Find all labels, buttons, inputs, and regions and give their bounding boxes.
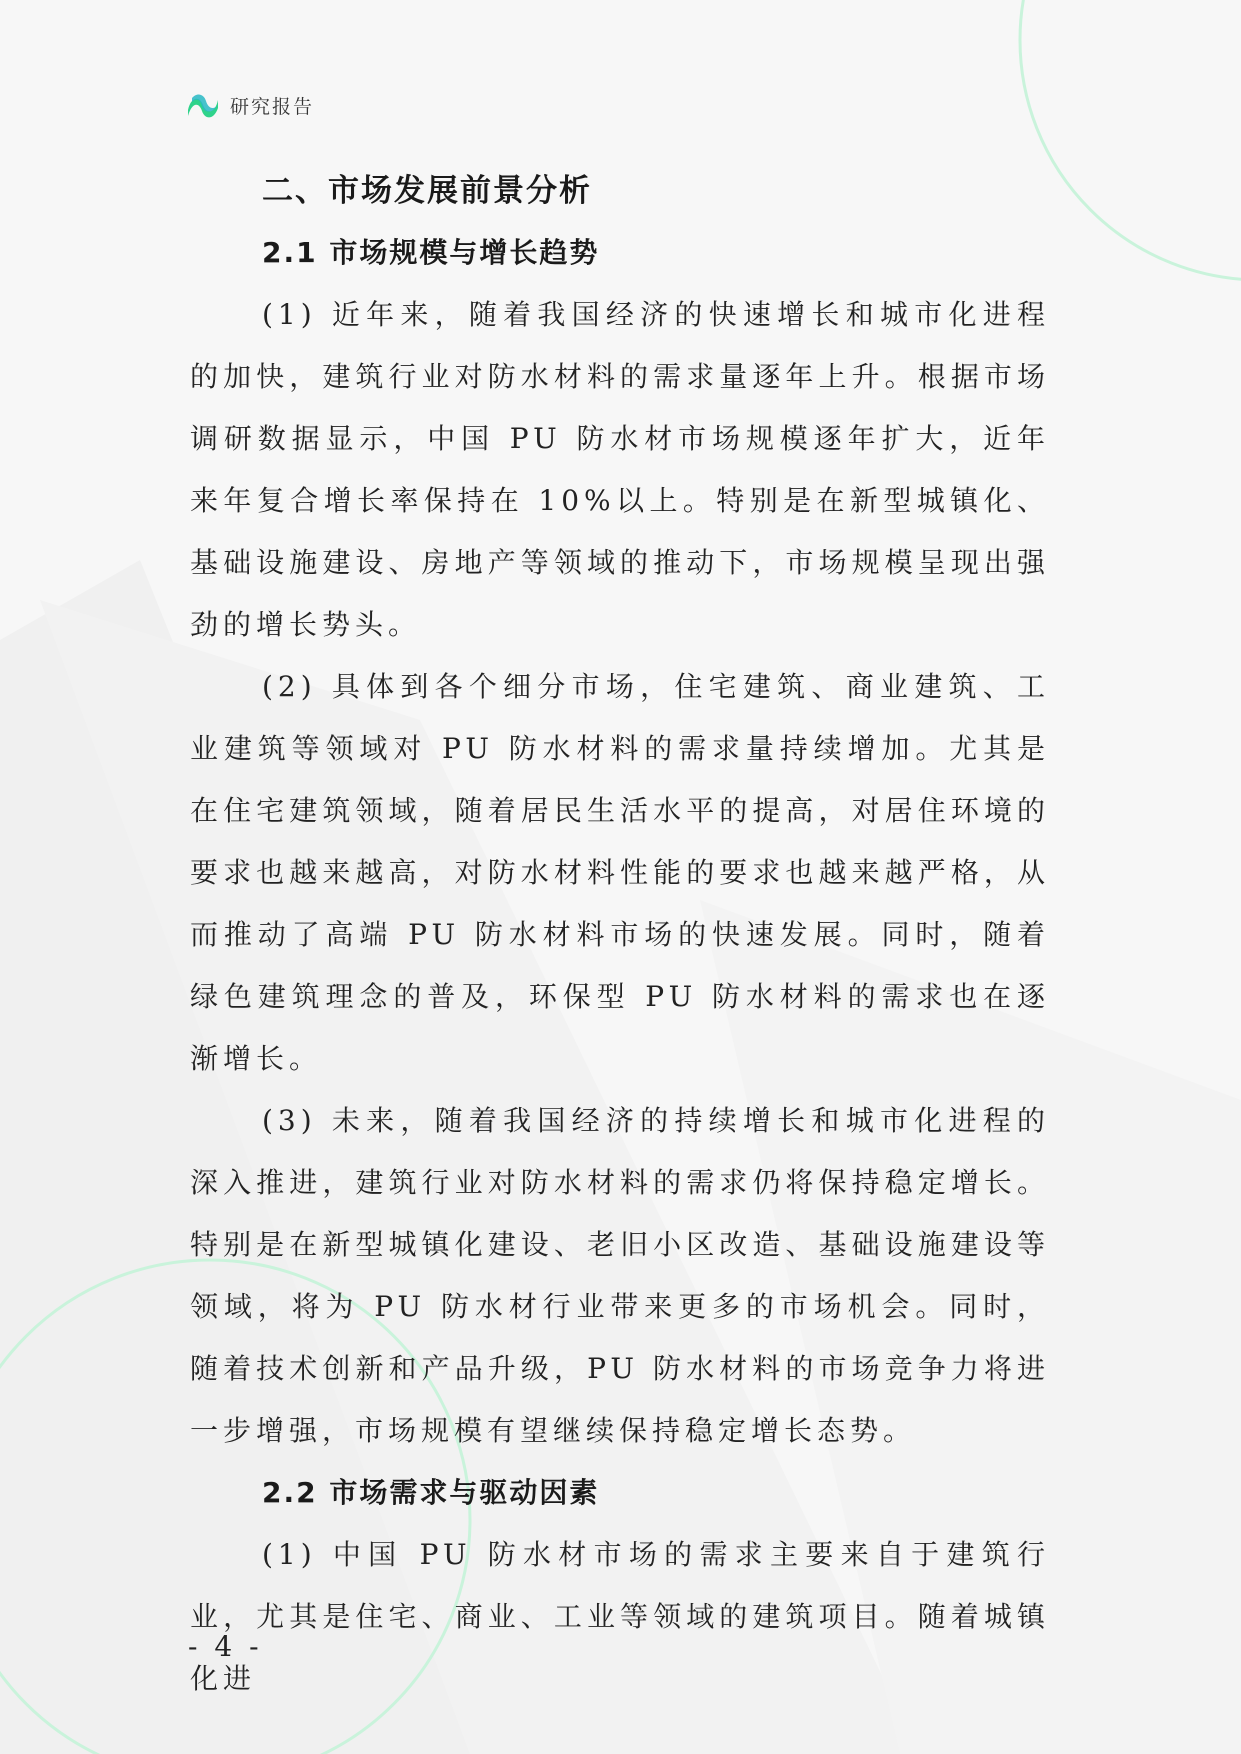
header-title: 研究报告 xyxy=(230,95,315,118)
report-header xyxy=(186,88,314,122)
logo-icon xyxy=(186,88,220,122)
paragraph: (1) 近年来，随着我国经济的快速增长和城市化进程的加快，建筑行业对防水材料的需求量逐年上升。根据市场调研数据显示，中国 PU 防水材市场规模逐年扩大，近年来年复合增长率保持在 10%以上。特别是在新型城镇化、基础设施建设、房地产等领域的推动下，市场规模呈现出强劲的增长势头。 xyxy=(190,298,1050,641)
background-circle-top-right xyxy=(1020,0,1241,280)
subsection-title-2-2: 2.2 市场需求与驱动因素 xyxy=(262,1476,600,1509)
paragraph: (3) 未来，随着我国经济的持续增长和城市化进程的深入推进，建筑行业对防水材料的需求仍将保持稳定增长。特别是在新型城镇化建设、老旧小区改造、基础设施建设等领域，将为 PU 防水材行业带来更多的市场机会。同时，随着技术创新和产品升级，PU 防水材料的市场竞争力将进一步增强，市场规模有望继续保持稳定增长态势。 xyxy=(190,1104,1050,1447)
paragraph: (1) 中国 PU 防水材市场的需求主要来自于建筑行业，尤其是住宅、商业、工业等领域的建筑项目。随着城镇化进 xyxy=(190,1538,1050,1695)
section-title: 二、市场发展前景分析 xyxy=(262,173,592,209)
document-body xyxy=(190,160,1050,1710)
page-number: - 4 - xyxy=(188,1630,263,1663)
paragraph: (2) 具体到各个细分市场，住宅建筑、商业建筑、工业建筑等领域对 PU 防水材料的需求量持续增加。尤其是在住宅建筑领域，随着居民生活水平的提高，对居住环境的要求也越来越高，对防水材料性能的要求也越来越严格，从而推动了高端 PU 防水材料市场的快速发展。同时，随着绿色建筑理念的普及，环保型 PU 防水材料的需求也在逐渐增长。 xyxy=(190,670,1050,1075)
subsection-title-2-1: 2.1 市场规模与增长趋势 xyxy=(262,236,600,269)
